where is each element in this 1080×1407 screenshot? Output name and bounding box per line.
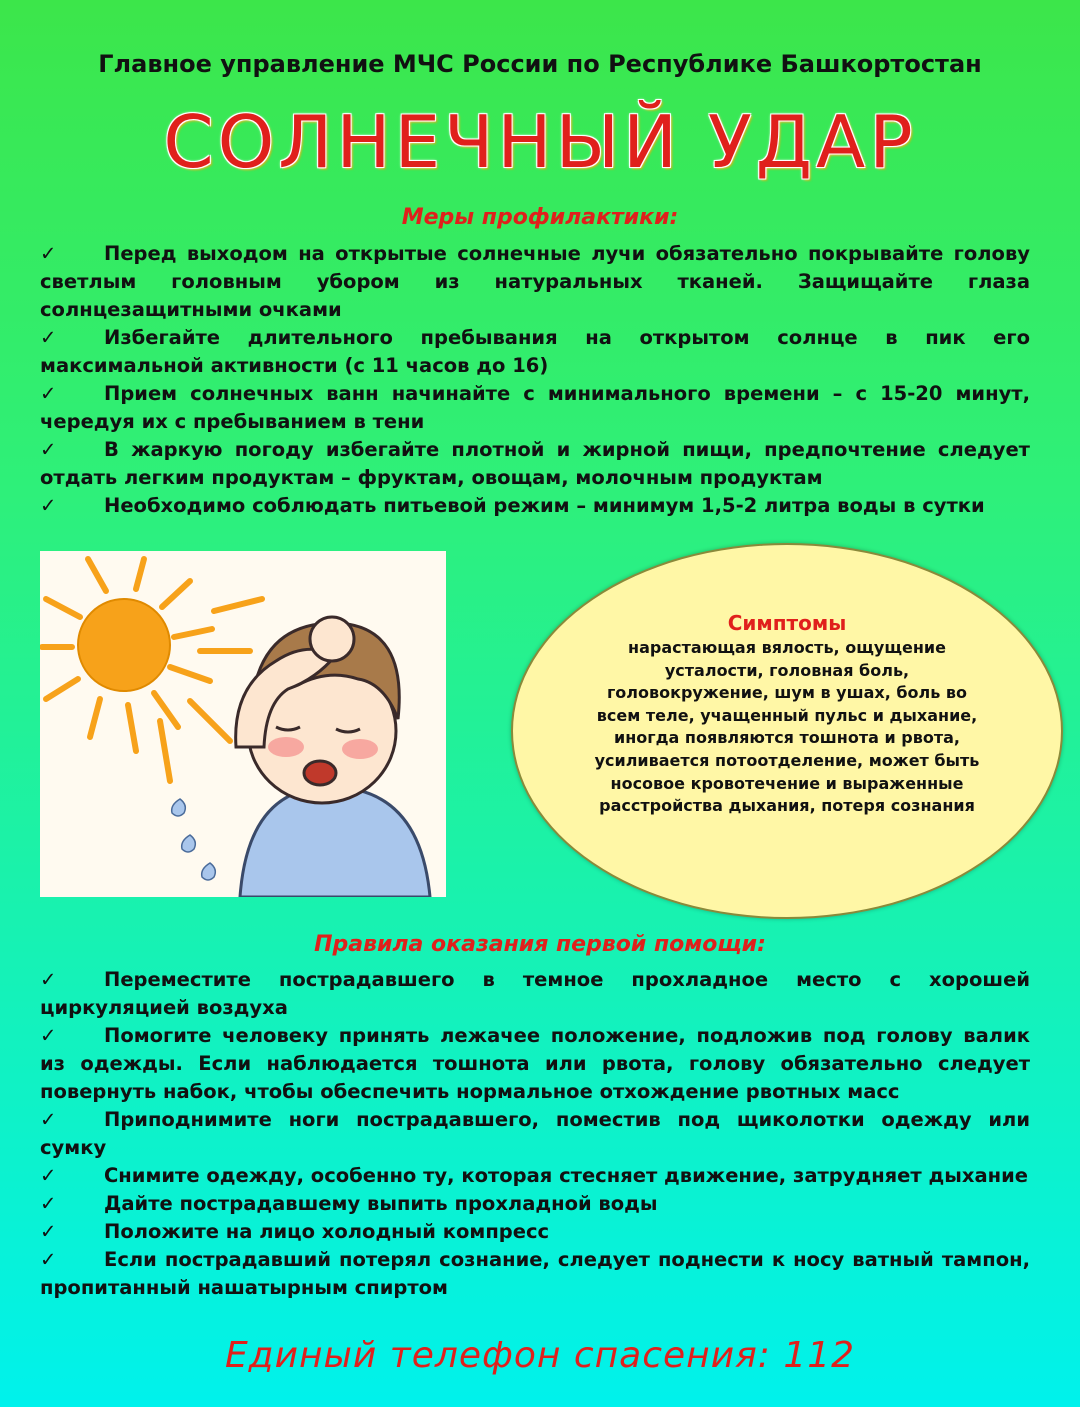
prevention-item <box>40 436 1030 492</box>
symptoms-ellipse <box>511 543 1063 919</box>
page-title: СОЛНЕЧНЫЙ УДАР <box>163 100 917 184</box>
symptoms-text: нарастающая вялость, ощущение усталости, головная боль, головокружение, шум в ушах, боль во всем теле, учащенный пульс и дыхание, иногда появляются тошнота и рвота, усиливается потоотделение, может быть носовое кровотечение и выраженные расстройства дыхания, потеря сознания <box>594 638 980 816</box>
first-aid-list <box>40 966 1030 1302</box>
first-aid-item <box>40 1162 1030 1190</box>
check-icon: ✓ <box>40 968 57 991</box>
prevention-item-text: Избегайте длительного пребывания на открытом солнце в пик его максимальной активности (с 11 часов до 16) <box>40 326 1030 377</box>
first-aid-item <box>40 1246 1030 1302</box>
emergency-phone: Единый телефон спасения: 112 <box>224 1335 856 1376</box>
first-aid-item <box>40 1218 1030 1246</box>
first-aid-item-text: Если пострадавший потерял сознание, следует поднести к носу ватный тампон, пропитанный нашатырным спиртом <box>40 1248 1030 1299</box>
first-aid-item <box>40 1106 1030 1162</box>
sunstroke-icon <box>40 551 446 897</box>
prevention-item <box>40 492 1030 520</box>
check-icon: ✓ <box>40 1248 57 1271</box>
prevention-item <box>40 240 1030 324</box>
check-icon: ✓ <box>40 326 57 349</box>
prevention-item <box>40 380 1030 436</box>
check-icon: ✓ <box>40 1220 57 1243</box>
first-aid-item-text: Переместите пострадавшего в темное прохладное место с хорошей циркуляцией воздуха <box>40 968 1030 1019</box>
first-aid-item-text: Помогите человеку принять лежачее положение, подложив под голову валик из одежды. Если наблюдается тошнота или рвота, голову обязательно следует повернуть набок, чтобы обеспечить нормальное отхождение рвотных масс <box>40 1024 1030 1103</box>
first-aid-item-text: Положите на лицо холодный компресс <box>104 1220 550 1243</box>
prevention-item-text: Прием солнечных ванн начинайте с минимального времени – с 15-20 минут, чередуя их с пребыванием в тени <box>40 382 1030 433</box>
check-icon: ✓ <box>40 1024 57 1047</box>
first-aid-item-text: Дайте пострадавшему выпить прохладной воды <box>104 1192 658 1215</box>
check-icon: ✓ <box>40 438 57 461</box>
sunstroke-child-illustration <box>40 551 446 897</box>
organization-title: Главное управление МЧС России по Республике Башкортостан <box>98 50 982 78</box>
first-aid-heading: Правила оказания первой помощи: <box>314 932 766 957</box>
first-aid-item <box>40 1022 1030 1106</box>
prevention-item-text: В жаркую погоду избегайте плотной и жирной пищи, предпочтение следует отдать легким продуктам – фруктам, овощам, молочным продуктам <box>40 438 1030 489</box>
first-aid-item <box>40 1190 1030 1218</box>
check-icon: ✓ <box>40 382 57 405</box>
first-aid-item-text: Снимите одежду, особенно ту, которая стесняет движение, затрудняет дыхание <box>104 1164 1028 1187</box>
symptoms-heading: Симптомы <box>727 611 847 635</box>
prevention-item-text: Необходимо соблюдать питьевой режим – минимум 1,5-2 литра воды в сутки <box>104 494 985 517</box>
check-icon: ✓ <box>40 1164 57 1187</box>
check-icon: ✓ <box>40 1192 57 1215</box>
prevention-item-text: Перед выходом на открытые солнечные лучи обязательно покрывайте голову светлым головным убором из натуральных тканей. Защищайте глаза солнцезащитными очками <box>40 242 1030 321</box>
first-aid-item <box>40 966 1030 1022</box>
first-aid-item-text: Приподнимите ноги пострадавшего, поместив под щиколотки одежду или сумку <box>40 1108 1030 1159</box>
check-icon: ✓ <box>40 1108 57 1131</box>
check-icon: ✓ <box>40 242 57 265</box>
prevention-item <box>40 324 1030 380</box>
prevention-heading: Меры профилактики: <box>401 205 679 230</box>
prevention-list <box>40 240 1030 520</box>
check-icon: ✓ <box>40 494 57 517</box>
